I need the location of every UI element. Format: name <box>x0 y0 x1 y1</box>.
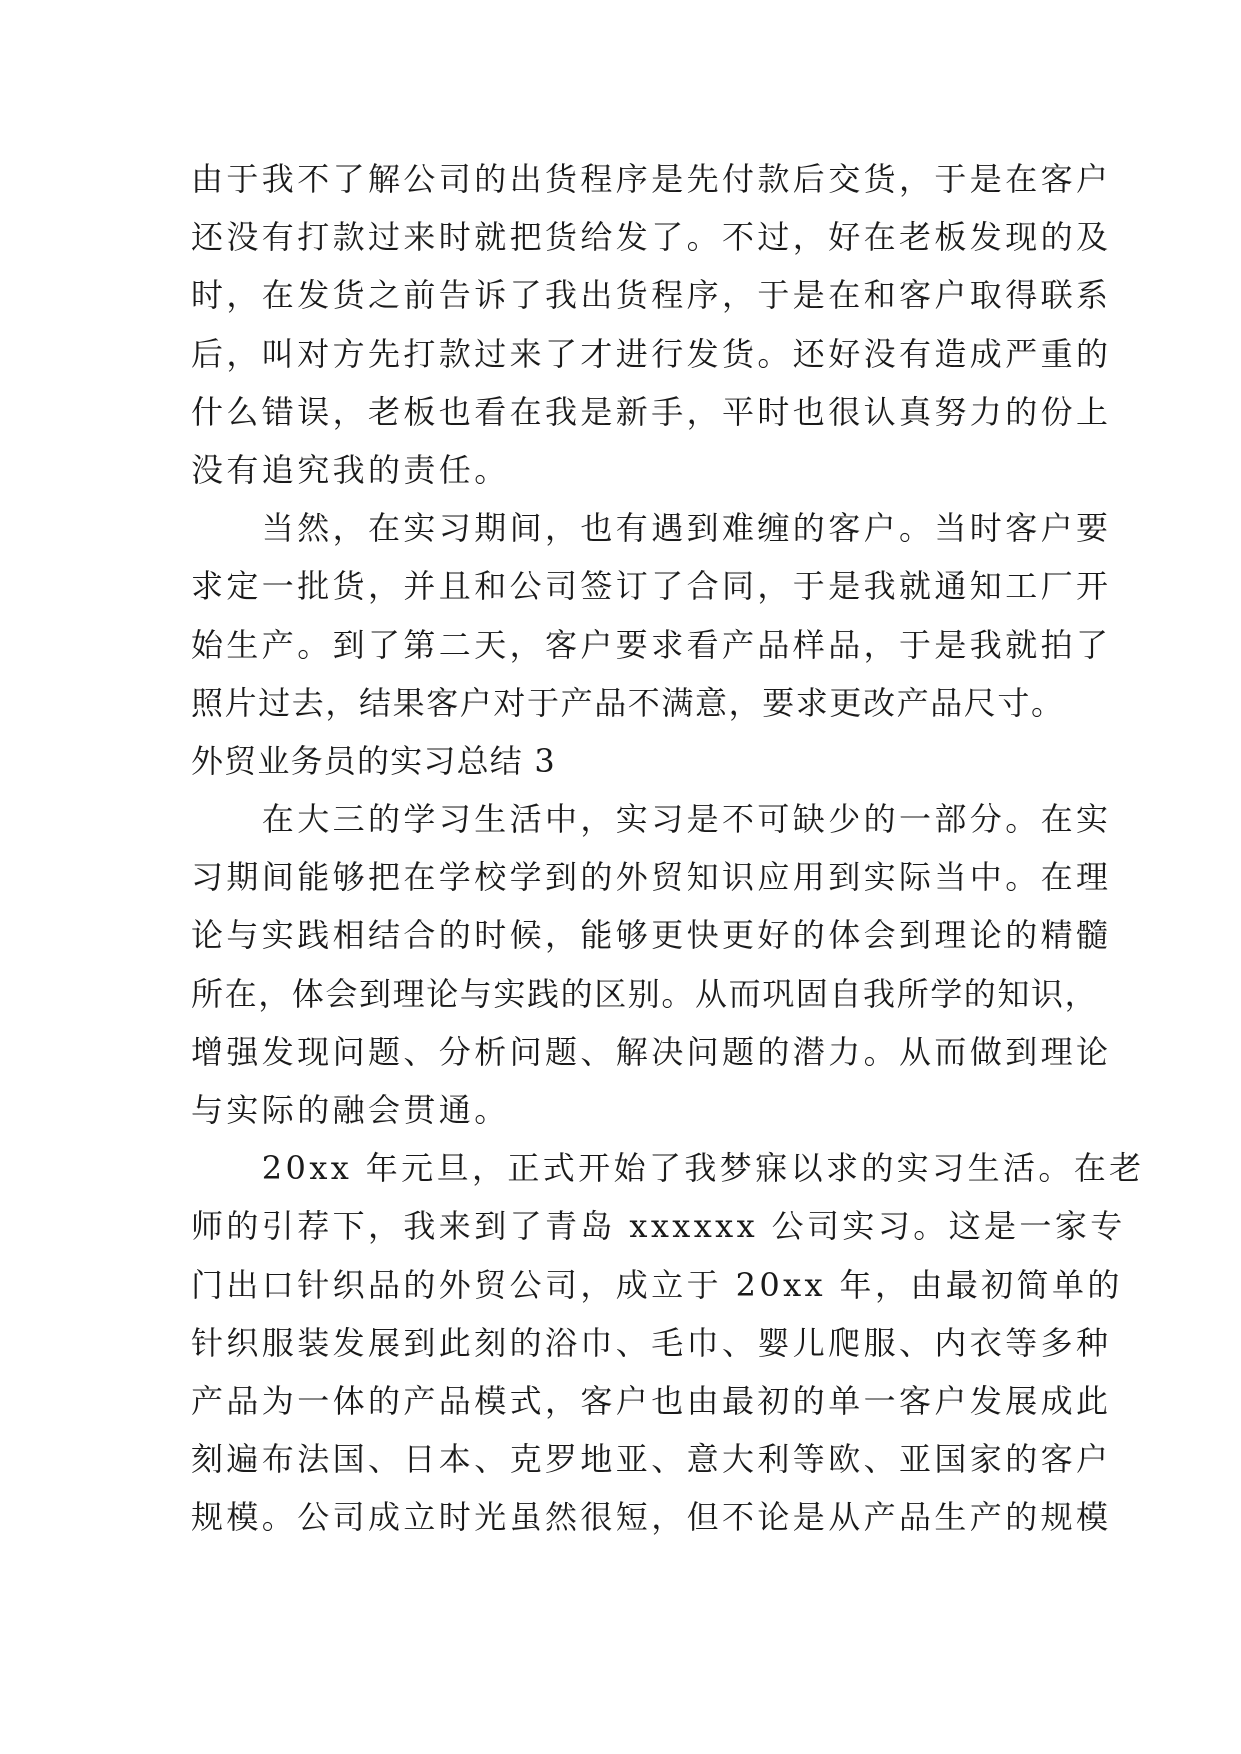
text-line: 论与实践相结合的时候，能够更快更好的体会到理论的精髓 <box>191 916 1112 955</box>
section-title: 外贸业务员的实习总结 3 <box>191 741 556 780</box>
paragraph-2 <box>191 499 1112 732</box>
text-line: 产品为一体的产品模式，客户也由最初的单一客户发展成此 <box>191 1381 1112 1420</box>
text-line: 什么错误，老板也看在我是新手，平时也很认真努力的份上 <box>191 392 1112 431</box>
text-line: 师的引荐下，我来到了青岛 xxxxxx 公司实习。这是一家专 <box>191 1207 1126 1246</box>
document-body <box>191 150 1145 1547</box>
text-line: 针织服装发展到此刻的浴巾、毛巾、婴儿爬服、内衣等多种 <box>191 1323 1112 1362</box>
text-line: 还没有打款过来时就把货给发了。不过，好在老板发现的及 <box>191 218 1112 257</box>
text-line: 时，在发货之前告诉了我出货程序，于是在和客户取得联系 <box>191 276 1112 315</box>
text-line: 后，叫对方先打款过来了才进行发货。还好没有造成严重的 <box>191 334 1112 373</box>
text-line: 照片过去，结果客户对于产品不满意，要求更改产品尺寸。 <box>191 683 1065 722</box>
paragraph-4 <box>191 1139 1145 1546</box>
text-line: 增强发现问题、分析问题、解决问题的潜力。从而做到理论 <box>191 1032 1112 1071</box>
text-line: 门出口针织品的外贸公司，成立于 20xx 年，由最初简单的 <box>191 1265 1123 1304</box>
text-line: 求定一批货，并且和公司签订了合同，于是我就通知工厂开 <box>191 567 1112 606</box>
paragraph-1 <box>191 150 1112 499</box>
text-line: 始生产。到了第二天，客户要求看产品样品，于是我就拍了 <box>191 625 1112 664</box>
text-line: 20xx 年元旦，正式开始了我梦寐以求的实习生活。在老 <box>191 1149 1145 1188</box>
text-line: 当然，在实习期间，也有遇到难缠的客户。当时客户要 <box>191 509 1112 548</box>
text-line: 习期间能够把在学校学到的外贸知识应用到实际当中。在理 <box>191 858 1112 897</box>
text-line: 没有追究我的责任。 <box>191 450 510 489</box>
text-line: 在大三的学习生活中，实习是不可缺少的一部分。在实 <box>191 800 1112 839</box>
text-line: 所在，体会到理论与实践的区别。从而巩固自我所学的知识， <box>191 974 1099 1013</box>
text-line: 由于我不了解公司的出货程序是先付款后交货，于是在客户 <box>191 160 1112 198</box>
text-line: 规模。公司成立时光虽然很短，但不论是从产品生产的规模 <box>191 1498 1112 1537</box>
text-line: 刻遍布法国、日本、克罗地亚、意大利等欧、亚国家的客户 <box>191 1440 1112 1479</box>
text-line: 与实际的融会贯通。 <box>191 1091 510 1129</box>
paragraph-3 <box>191 790 1112 1139</box>
